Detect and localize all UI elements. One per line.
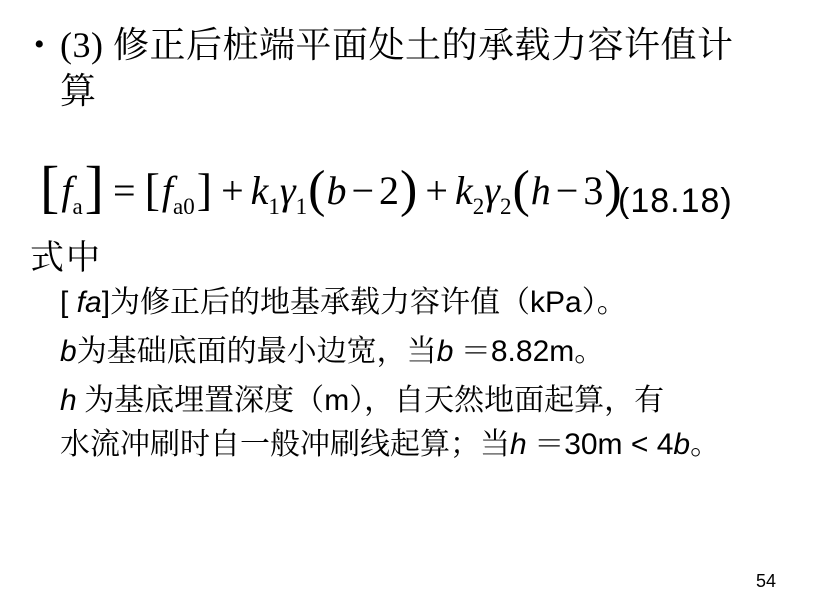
definition-text: 为基础底面的最小边宽，当	[76, 335, 437, 368]
bullet-icon: •	[34, 28, 45, 61]
formula-token: γ	[484, 168, 500, 213]
formula-token: =	[113, 168, 136, 213]
definition-text: h	[60, 384, 77, 417]
definition-text: fa	[76, 286, 102, 319]
definition-text: h	[510, 428, 527, 461]
definition-text: 。	[690, 428, 721, 461]
formula-token: 3	[583, 168, 604, 213]
definition-text: ）。	[581, 286, 627, 319]
formula-token: 2	[472, 194, 485, 219]
definition-text: b	[673, 428, 691, 461]
formula-token: a	[72, 194, 83, 219]
definition-fa	[60, 281, 782, 325]
equation-number: (18.18)	[618, 182, 733, 220]
definition-text: ＝	[526, 428, 565, 461]
formula-token: h	[530, 168, 551, 213]
formula-token: )	[400, 161, 418, 218]
definition-text: ]	[101, 286, 111, 319]
definition-text: b	[60, 335, 77, 368]
definition-text: 8.82m	[490, 335, 575, 368]
definition-b	[60, 330, 782, 374]
equation	[38, 150, 623, 220]
formula-token: b	[326, 168, 347, 213]
formula-token: a0	[173, 194, 195, 219]
slide-title: (3) 修正后桩端平面处土的承载力容许值计算	[60, 25, 734, 111]
formula-token: γ	[279, 168, 296, 213]
formula-token: [	[144, 164, 160, 215]
formula-token: ]	[84, 154, 104, 219]
definition-text: 水流冲刷时自一般冲刷线起算；当	[60, 428, 510, 461]
definition-h-line1	[60, 379, 782, 423]
definition-text: 为基底埋置深度（	[76, 384, 325, 417]
formula-token: f	[161, 168, 174, 213]
page-number: 54	[755, 571, 776, 591]
definition-text: kPa	[530, 286, 582, 319]
title-row	[34, 22, 762, 114]
definition-text: 为修正后的地基承载力容许值（	[110, 286, 531, 319]
formula-token: −	[555, 168, 579, 213]
definition-text: b	[436, 335, 454, 368]
formula-token: [	[40, 154, 60, 219]
formula-token: k	[454, 168, 473, 213]
formula-token: 2	[379, 168, 400, 213]
formula-token: )	[604, 161, 622, 218]
formula-token: 1	[295, 194, 308, 219]
definition-h-line2	[60, 423, 782, 467]
definition-text: 。	[574, 335, 605, 368]
definition-text: ＝	[453, 335, 491, 368]
definition-text: m	[324, 384, 350, 417]
definition-text: ），自天然地面起算，有	[349, 384, 665, 417]
formula-token: +	[425, 168, 448, 213]
formula-token: f	[61, 168, 73, 213]
formula-token: k	[250, 168, 269, 213]
formula-token: −	[351, 168, 375, 213]
definition-text: 30m < 4	[564, 428, 674, 461]
formula-token: ]	[196, 164, 213, 215]
definitions-block	[60, 281, 782, 472]
formula-token: (	[308, 161, 326, 218]
formula-token: 2	[499, 194, 512, 219]
formula-token: +	[221, 168, 244, 213]
where-label: 式中	[30, 240, 102, 277]
definition-text: [	[60, 286, 77, 319]
formula-token: (	[512, 161, 530, 218]
formula-token: 1	[268, 194, 280, 219]
